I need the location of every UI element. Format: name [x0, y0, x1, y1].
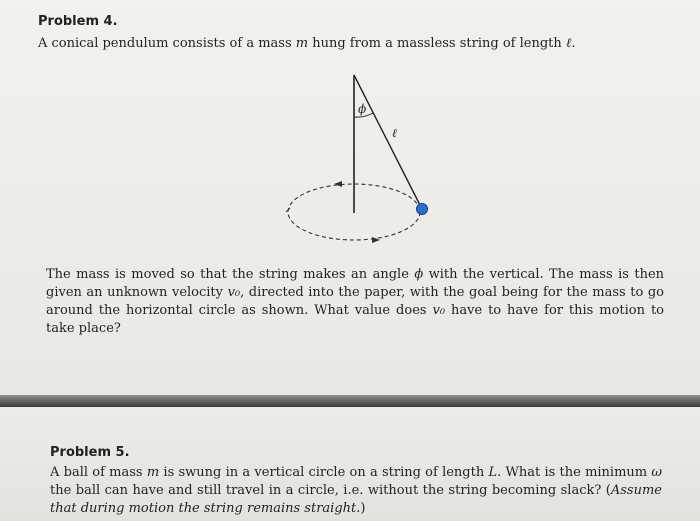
length-label: ℓ	[392, 126, 397, 140]
math-symbol: m	[295, 36, 309, 51]
math-symbol: v₀	[227, 285, 241, 300]
math-symbol: ϕ	[414, 267, 424, 282]
text-run: is swung in a vertical circle on a string of length	[159, 465, 489, 480]
math-symbol: ℓ	[565, 36, 572, 51]
problem-4-title: Problem 4.	[38, 14, 118, 29]
math-symbol: Assume that during motion the string remains straight.	[50, 483, 662, 516]
text-run: . What is the minimum	[497, 465, 652, 480]
page-divider	[0, 395, 700, 407]
text-run: )	[360, 501, 366, 516]
math-symbol: ω	[651, 465, 662, 480]
text-run: A conical pendulum consists of a mass	[38, 36, 296, 51]
text-run: hung from a massless string of length	[308, 36, 566, 51]
conical-pendulum-diagram	[270, 65, 440, 255]
pendulum-mass	[417, 204, 428, 215]
text-run: The mass is moved so that the string makes an angle	[46, 267, 415, 282]
text-run: , directed into the paper, with the goal being for the mass to go around the horizontal circle as shown. What value does	[46, 285, 664, 318]
angle-label: ϕ	[358, 102, 367, 116]
math-symbol: m	[146, 465, 160, 480]
problem-4-body	[46, 266, 664, 338]
text-run: .	[571, 36, 576, 51]
problem-5-body	[50, 464, 662, 518]
pendulum-string	[354, 75, 422, 209]
text-run: A ball of mass	[50, 465, 147, 480]
text-run: the ball can have and still travel in a circle, i.e. without the string becoming slack? (	[50, 483, 611, 498]
math-symbol: L	[488, 465, 498, 480]
text-run: with the vertical. The mass is then given an unknown velocity	[46, 267, 665, 300]
text-run: have to have for this motion to take place?	[46, 303, 664, 336]
direction-arrow-top	[334, 181, 342, 187]
math-symbol: v₀	[432, 303, 446, 318]
problem-5-title: Problem 5.	[50, 445, 130, 460]
problem-4-intro	[38, 35, 658, 53]
